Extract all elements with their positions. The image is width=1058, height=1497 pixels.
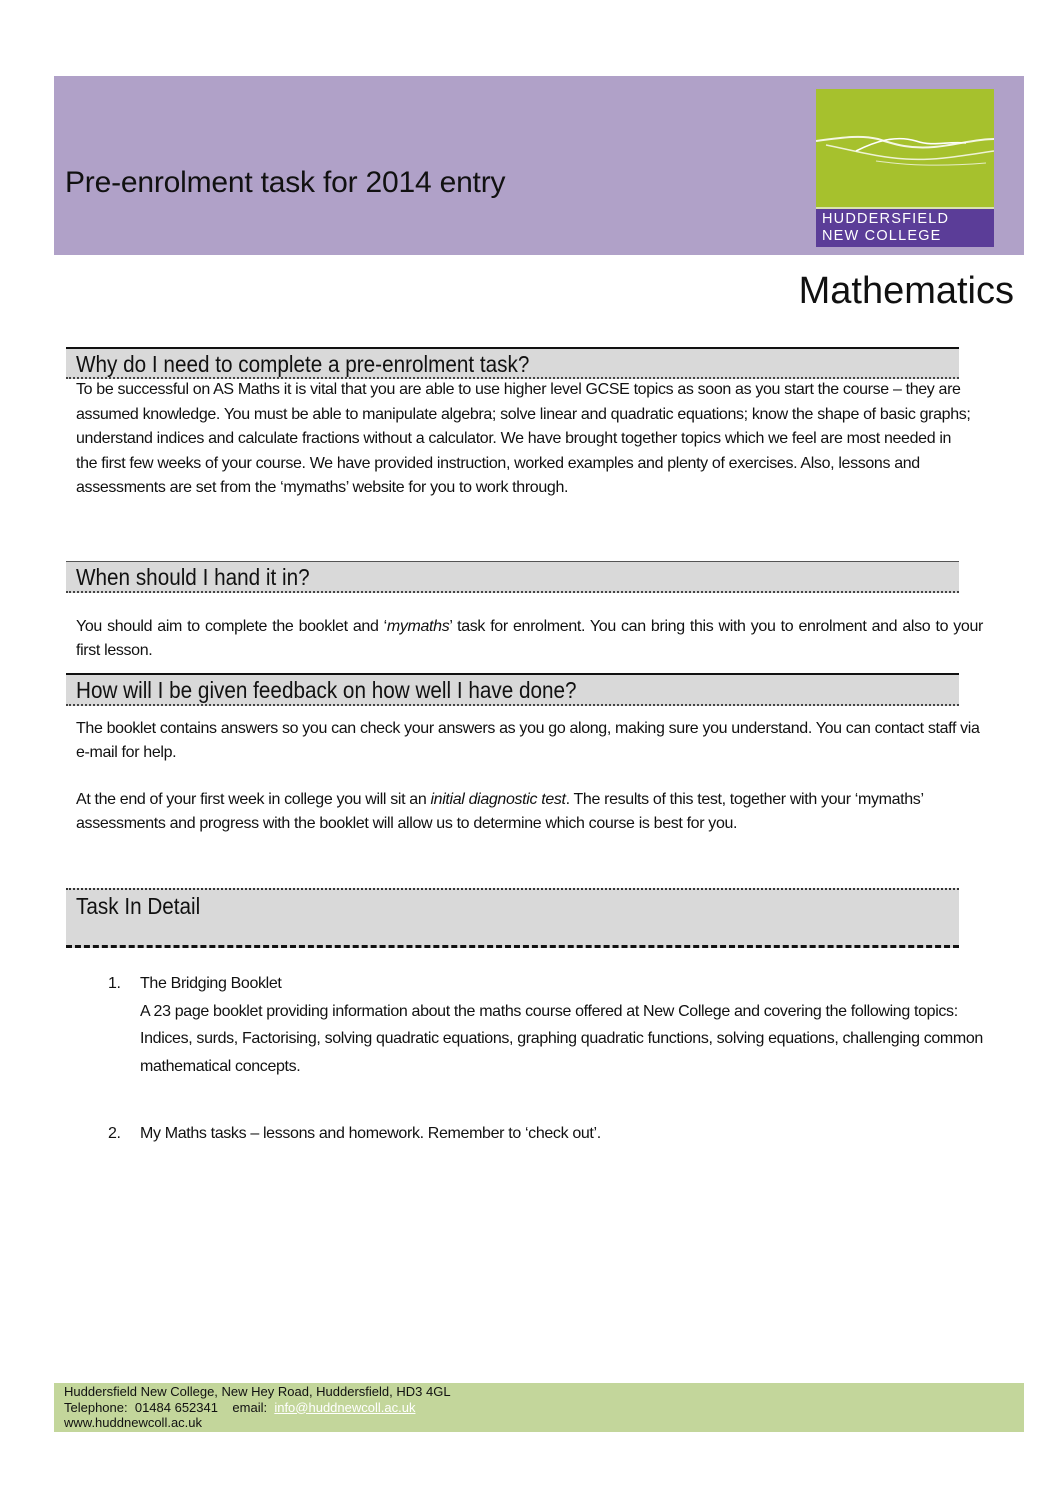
footer-telephone: Telephone: 01484 652341 email: <box>64 1399 275 1415</box>
task-item-title: My Maths tasks – lessons and homework. Remember to ‘check out’. <box>140 1125 601 1142</box>
why-paragraph: To be successful on AS Maths it is vital that you are able to use higher level GCSE topics as soon as you start the course – they are assumed knowledge. You must be able to manipulate algebra; solve linear and quadratic equations; know the shape of basic graphs; understand indices and calculate fractions without a calculator. We have brought together topics which we feel are most needed in the first few weeks of your course. We have provided instruction, worked examples and plenty of exercises. Also, lessons and assessments are set from the ‘mymaths’ website for you to work through. <box>76 381 971 496</box>
text-run: ’ task for enrolment. You can bring this with you to enrolment and also to your first lesson. <box>76 618 984 659</box>
feedback-paragraph-2 <box>76 788 981 836</box>
footer-contact <box>54 1383 1024 1432</box>
college-logo <box>816 89 994 247</box>
task-item-topics: Indices, surds, Factorising, solving quadratic equations, graphing quadratic functions, solving equations, challenging common mathematical concepts. <box>140 1030 983 1075</box>
section-heading-label: When should I hand it in? <box>76 564 310 590</box>
section-body-feedback <box>76 717 981 836</box>
hills-wave-icon <box>816 89 994 207</box>
section-heading-label: Why do I need to complete a pre-enrolment task? <box>76 351 530 377</box>
task-item-title: The Bridging Booklet <box>140 975 282 992</box>
task-list <box>108 970 988 1148</box>
subject-title: Mathematics <box>798 270 1014 312</box>
section-body-when <box>76 615 983 663</box>
text-run: At the end of your first week in college you will sit an <box>76 791 431 808</box>
section-heading-feedback <box>66 673 959 706</box>
document-title: Pre-enrolment task for 2014 entry <box>65 166 506 199</box>
logo-line-1: HUDDERSFIELD <box>822 211 950 227</box>
email-link[interactable]: info@huddnewcoll.ac.uk <box>274 1399 416 1415</box>
diagnostic-test-emphasis: initial diagnostic test <box>430 791 566 808</box>
task-item-mymaths <box>108 1120 988 1148</box>
section-heading-when <box>66 561 959 593</box>
logo-wordmark <box>816 209 994 247</box>
section-body-why <box>76 378 976 501</box>
list-number: 1. <box>108 975 121 992</box>
section-heading-task <box>66 888 959 948</box>
feedback-paragraph-1: The booklet contains answers so you can check your answers as you go along, making sure you understand. You can contact staff via e-mail for help. <box>76 720 980 761</box>
section-heading-label: How will I be given feedback on how well I have done? <box>76 677 577 703</box>
task-item-description: A 23 page booklet providing information about the maths course offered at New College and covering the following topics: <box>140 1002 958 1020</box>
footer-phone-email <box>64 1400 1024 1416</box>
list-number: 2. <box>108 1125 121 1142</box>
mymaths-emphasis: mymaths <box>386 618 450 635</box>
text-run: . The results of this test, together with your ‘mymaths’ assessments and progress with the booklet will allow us to determine which course is best for you. <box>76 791 924 832</box>
footer-website[interactable]: www.huddnewcoll.ac.uk <box>64 1415 203 1430</box>
section-heading-label: Task In Detail <box>76 893 201 919</box>
logo-line-2: NEW COLLEGE <box>822 228 942 244</box>
task-item-bridging-booklet <box>108 970 988 1080</box>
footer-address: Huddersfield New College, New Hey Road, Huddersfield, HD3 4GL <box>64 1384 451 1399</box>
section-heading-why <box>66 347 959 379</box>
text-run: You should aim to complete the booklet and ‘ <box>76 618 387 635</box>
when-paragraph <box>76 615 983 663</box>
